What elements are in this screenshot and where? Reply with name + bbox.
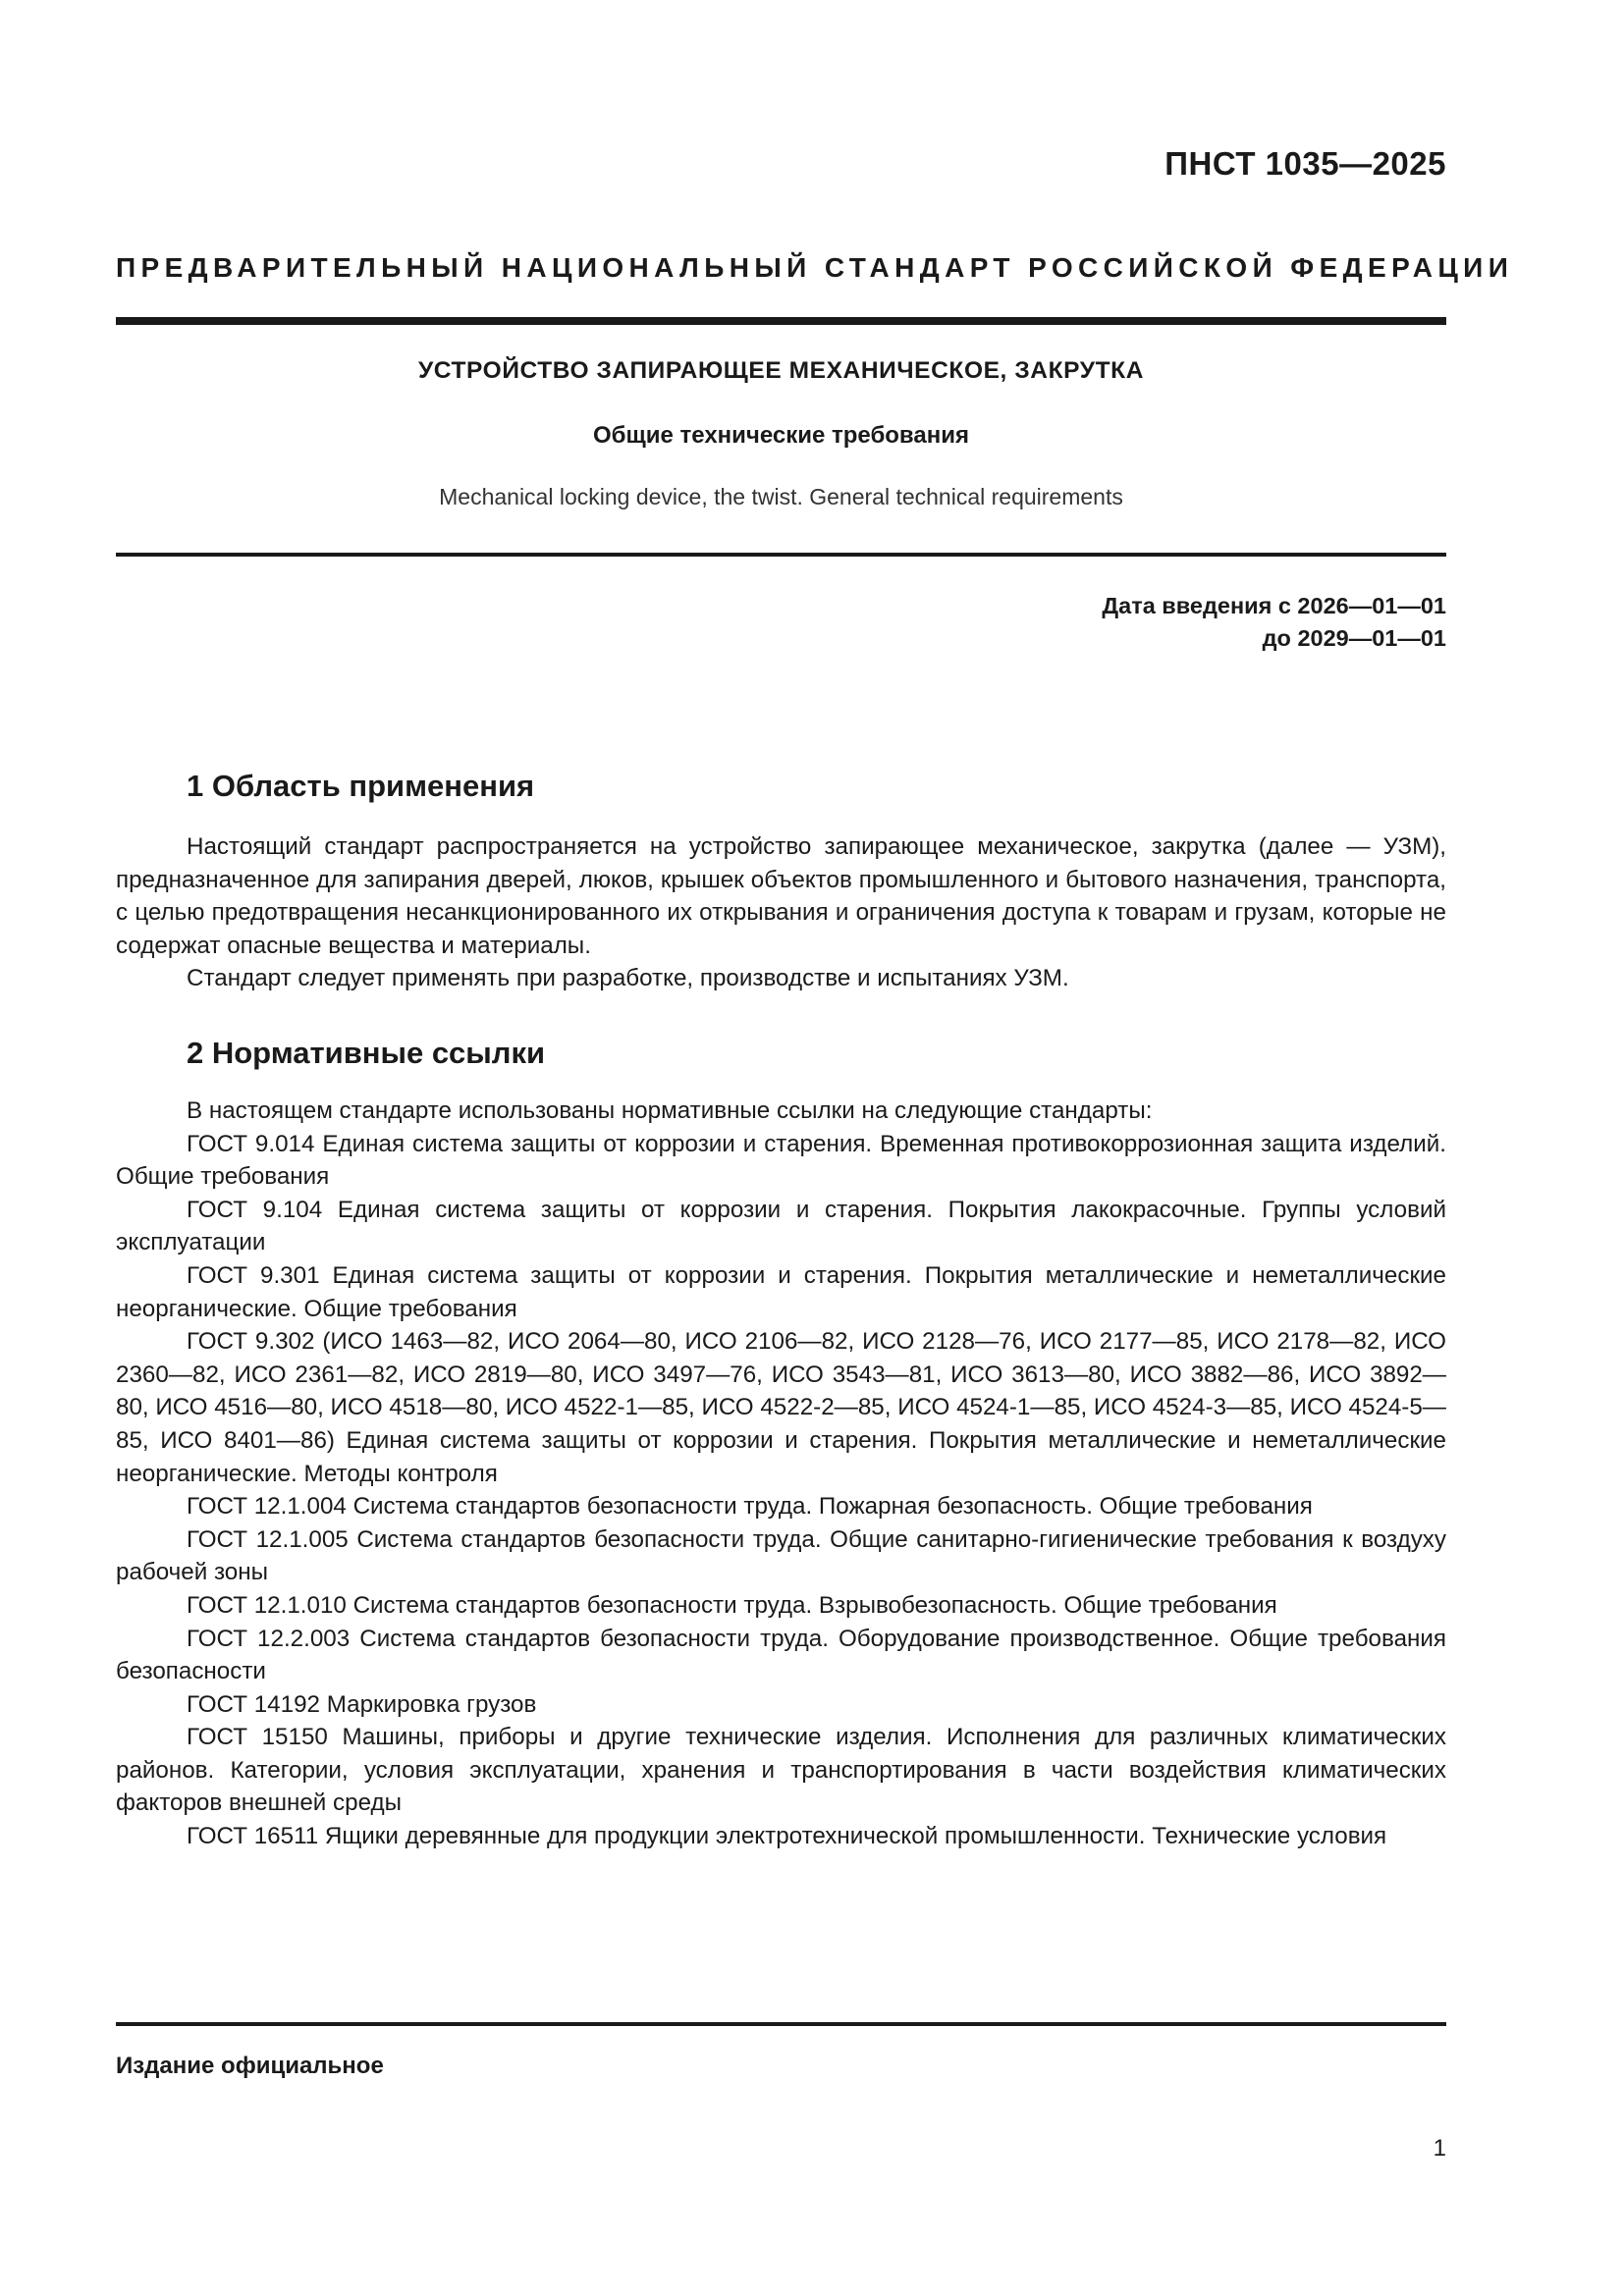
title-divider bbox=[116, 553, 1446, 557]
references-intro: В настоящем стандарте использованы нормативные ссылки на следующие стандарты: bbox=[187, 1097, 1153, 1124]
reference-item: ГОСТ 16511 Ящики деревянные для продукции электротехнической промышленности. Технические условия bbox=[187, 1823, 1387, 1850]
section-2-body bbox=[116, 1095, 1446, 1853]
application-paragraph: Стандарт следует применять при разработке, производстве и испытаниях УЗМ. bbox=[187, 965, 1069, 992]
edition-label: Издание официальное bbox=[116, 2053, 384, 2079]
footer-divider bbox=[116, 2022, 1446, 2026]
page-number: 1 bbox=[1433, 2135, 1446, 2162]
document-page bbox=[116, 0, 1514, 2296]
english-title: Mechanical locking device, the twist. General technical requirements bbox=[439, 484, 1123, 509]
section-1-body bbox=[116, 830, 1446, 995]
reference-item: ГОСТ 12.1.010 Система стандартов безопасности труда. Взрывобезопасность. Общие требования bbox=[187, 1591, 1277, 1619]
reference-item: ГОСТ 12.1.005 Система стандартов безопасности труда. Общие санитарно-гигиенические требования к воздуху рабочей зоны bbox=[116, 1525, 1446, 1586]
reference-item: ГОСТ 9.014 Единая система защиты от коррозии и старения. Временная противокоррозионная защита изделий. Общие требования bbox=[116, 1130, 1446, 1191]
introduction-date: Дата введения с 2026—01—01 bbox=[1102, 593, 1446, 618]
document-number: ПНСТ 1035—2025 bbox=[1164, 145, 1446, 182]
document-subtitle: Общие технические требования bbox=[593, 422, 969, 449]
reference-item: ГОСТ 15150 Машины, приборы и другие технические изделия. Исполнения для различных климатических районов. Категории, условия эксплуатации, хранения и транспортирования в части воздействия климатических факторов внешней среды bbox=[116, 1724, 1446, 1817]
document-title: УСТРОЙСТВО ЗАПИРАЮЩЕЕ МЕХАНИЧЕСКОЕ, ЗАКРУТКА bbox=[417, 357, 1145, 384]
reference-item: ГОСТ 14192 Маркировка грузов bbox=[187, 1690, 537, 1718]
reference-item: ГОСТ 9.104 Единая система защиты от коррозии и старения. Покрытия лакокрасочные. Группы условий эксплуатации bbox=[116, 1196, 1446, 1256]
section-2-heading: 2 Нормативные ссылки bbox=[187, 1036, 546, 1070]
header-divider bbox=[116, 317, 1446, 325]
expiry-date: до 2029—01—01 bbox=[1262, 625, 1446, 651]
effective-dates bbox=[1102, 590, 1446, 655]
scope-paragraph: Настоящий стандарт распространяется на устройство запирающее механическое, закрутка (далее — УЗМ), предназначенное для запирания дверей, люков, крышек объектов промышленного и бытового назначения, транспорта, с целью предотвращения несанкционированного их открывания и ограничения доступа к товарам и грузам, которые не содержат опасные вещества и материалы. bbox=[116, 833, 1446, 959]
reference-item: ГОСТ 9.302 (ИСО 1463—82, ИСО 2064—80, ИСО 2106—82, ИСО 2128—76, ИСО 2177—85, ИСО 2178—82, ИСО 2360—82, ИСО 2361—82, ИСО 2819—80, ИСО 3497—76, ИСО 3543—81, ИСО 3613—80, ИСО 3882—86, ИСО 3892—80, ИСО 4516—80, ИСО 4518—80, ИСО 4522-1—85, ИСО 4522-2—85, ИСО 4524-1—85, ИСО 4524-3—85, ИСО 4524-5—85, ИСО 8401—86) Единая система защиты от коррозии и старения. Покрытия металлические и неметаллические неорганические. Методы контроля bbox=[116, 1328, 1446, 1487]
reference-item: ГОСТ 9.301 Единая система защиты от коррозии и старения. Покрытия металлические и неметаллические неорганические. Общие требования bbox=[116, 1261, 1446, 1322]
document-type: ПРЕДВАРИТЕЛЬНЫЙ НАЦИОНАЛЬНЫЙ СТАНДАРТ РОССИЙСКОЙ ФЕДЕРАЦИИ bbox=[116, 252, 1514, 283]
reference-item: ГОСТ 12.1.004 Система стандартов безопасности труда. Пожарная безопасность. Общие требования bbox=[187, 1493, 1313, 1521]
section-1-heading: 1 Область применения bbox=[187, 769, 535, 803]
reference-item: ГОСТ 12.2.003 Система стандартов безопасности труда. Оборудование производственное. Общие требования безопасности bbox=[116, 1625, 1446, 1685]
